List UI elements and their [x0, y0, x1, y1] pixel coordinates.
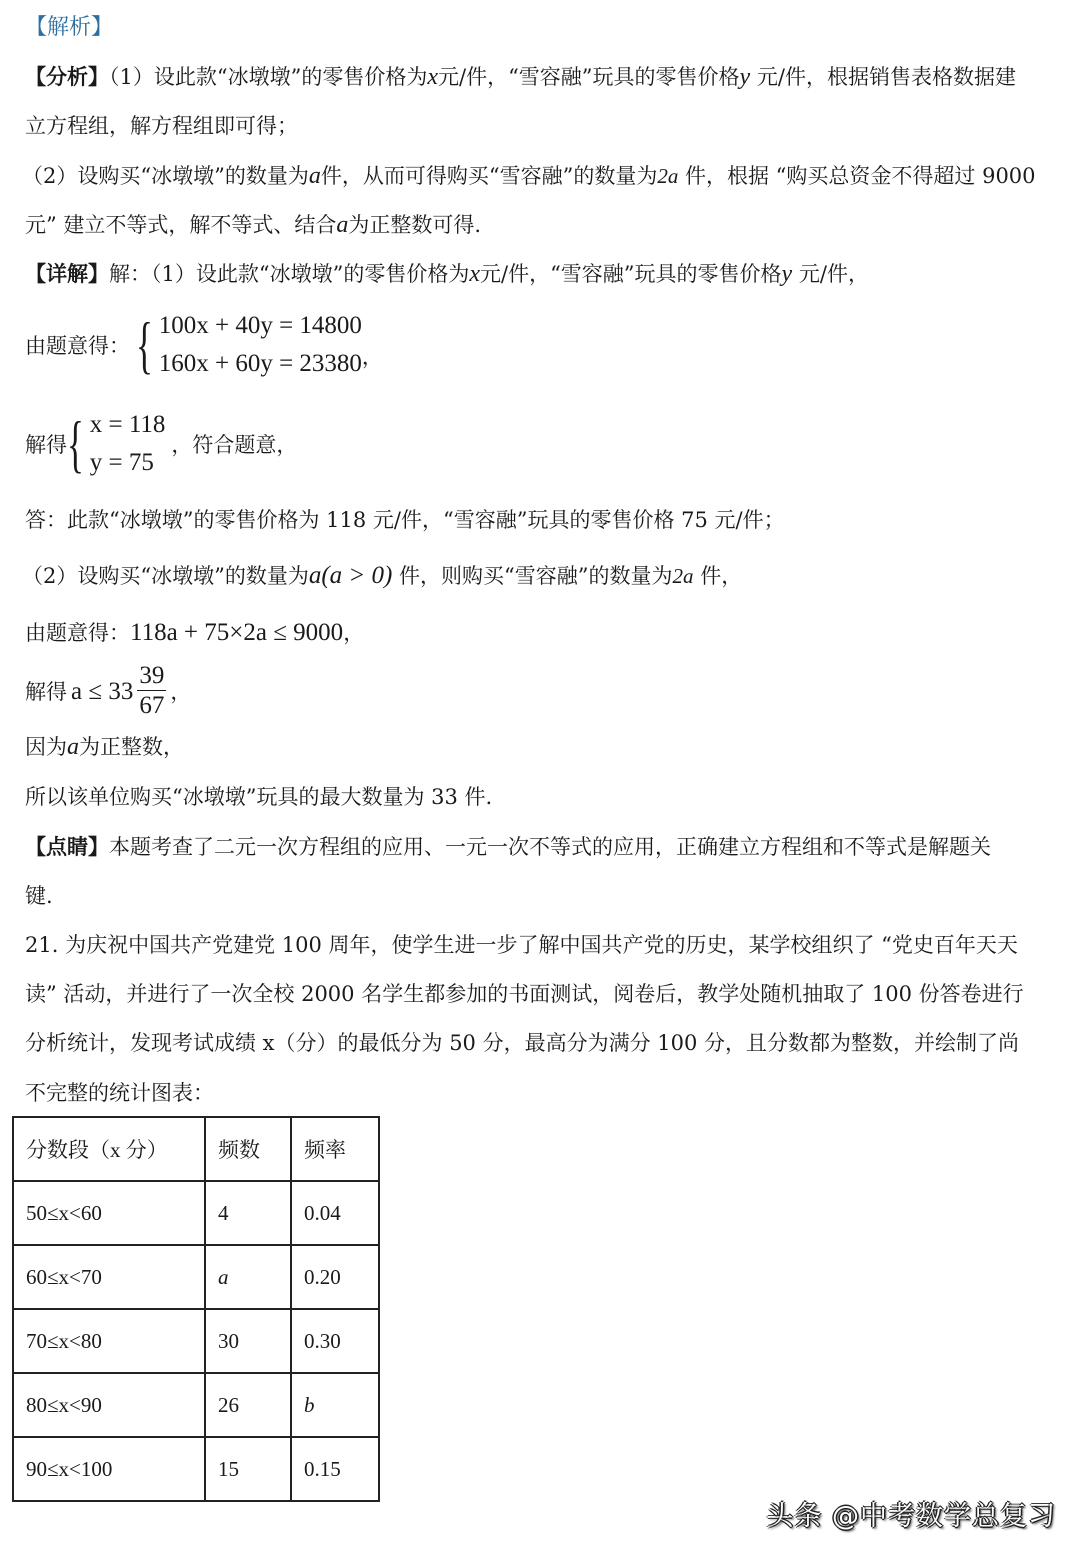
math-var: a	[67, 734, 79, 760]
math-var: a	[336, 212, 349, 238]
analysis-line-1	[25, 62, 1016, 92]
solution-system	[25, 406, 297, 482]
comment-line-2: 键.	[25, 884, 53, 908]
cell: 70≤x<80	[13, 1309, 205, 1373]
header-cell: 频数	[205, 1117, 291, 1181]
fraction-denominator: 67	[139, 692, 165, 719]
comment-line-1	[25, 832, 991, 862]
cell: 26	[205, 1373, 291, 1437]
math-expression: 118a + 75×2a ≤ 9000	[130, 619, 344, 646]
math-var: 2a	[672, 564, 694, 588]
equation: 160x + 60y = 23380	[158, 350, 362, 377]
cell: b	[291, 1373, 379, 1437]
text: 由题意得：	[25, 621, 130, 645]
cell: 30	[205, 1309, 291, 1373]
cell: 80≤x<90	[13, 1373, 205, 1437]
math-var: x	[427, 64, 438, 90]
equation: 100x + 40y = 14800	[158, 312, 362, 339]
text: 解：（1）设此款“冰墩墩”的零售价格为	[109, 262, 470, 286]
answer-line: 答：此款“冰墩墩”的零售价格为 118 元/件，“雪容融”玩具的零售价格 75 元/件；	[25, 508, 785, 532]
table-row	[13, 1437, 379, 1501]
math-var: 2a	[657, 164, 679, 188]
watermark: 头条 @中考数学总复习	[766, 1501, 1056, 1532]
cell: 4	[205, 1181, 291, 1245]
table-header-row	[13, 1117, 379, 1181]
cell: 15	[205, 1437, 291, 1501]
text: 元/件，根据销售表格数据建	[750, 65, 1016, 89]
text: 由题意得：	[25, 334, 130, 358]
text: 件，则购买“雪容融”的数量为	[392, 564, 673, 588]
comment-label: 【点睛】	[25, 834, 109, 859]
math-var: a	[308, 163, 321, 189]
cell: 50≤x<60	[13, 1181, 205, 1245]
text: （1）设此款“冰墩墩”的零售价格为	[109, 65, 428, 89]
text: 为正整数可得.	[348, 213, 482, 237]
equations	[159, 307, 362, 383]
equation: x = 118	[89, 411, 166, 438]
fraction-numerator: 39	[139, 662, 165, 689]
math-var: y	[781, 261, 793, 287]
text: ，	[170, 679, 192, 704]
brace: {	[67, 408, 84, 479]
math-expression: a ≤ 33	[71, 677, 134, 705]
cell: 60≤x<70	[13, 1245, 205, 1309]
text: ，符合题意，	[171, 433, 298, 457]
math-var: y	[739, 64, 751, 90]
text: 本题考查了二元一次方程组的应用、一元一次不等式的应用，正确建立方程组和不等式是解题关	[109, 835, 991, 859]
text: ，	[361, 345, 383, 369]
text: 元/件，“雪容融”玩具的零售价格	[480, 262, 782, 286]
text: 解得	[25, 433, 67, 457]
question-line-3: 分析统计，发现考试成绩 x（分）的最低分为 50 分，最高分为满分 100 分，且分数都为整数，并绘制了尚	[25, 1031, 1020, 1055]
text: 元/件，“雪容融”玩具的零售价格	[438, 65, 740, 89]
conclusion-line: 所以该单位购买“冰墩墩”玩具的最大数量为 33 件.	[25, 785, 493, 809]
section-header: 【解析】	[25, 15, 114, 40]
inequality-line	[25, 618, 364, 648]
header-cell: 分数段（x 分）	[13, 1117, 205, 1181]
table-row	[13, 1245, 379, 1309]
cell: 0.15	[291, 1437, 379, 1501]
text: 元” 建立不等式，解不等式、结合	[25, 213, 337, 237]
analysis-line-3	[22, 161, 1036, 191]
text: 件，根据 “购买总资金不得超过 9000	[678, 164, 1036, 188]
brace: {	[136, 309, 153, 380]
detail-label: 【详解】	[25, 261, 109, 286]
text: 元/件，	[792, 262, 869, 286]
cell: 0.20	[291, 1245, 379, 1309]
question-line-4: 不完整的统计图表：	[25, 1081, 214, 1105]
equation-system	[25, 307, 383, 383]
solve-line	[25, 662, 191, 721]
math-var: x	[469, 261, 480, 287]
analysis-line-4	[25, 210, 481, 240]
analysis-label: 【分析】	[25, 64, 109, 89]
text: 件，从而可得购买“雪容融”的数量为	[320, 164, 658, 188]
solutions	[90, 406, 166, 482]
table-row	[13, 1373, 379, 1437]
because-line	[25, 732, 184, 762]
header-cell: 频率	[291, 1117, 379, 1181]
math-expression: a(a > 0)	[308, 562, 393, 589]
text: 件，	[693, 564, 743, 588]
equation: y = 75	[89, 449, 154, 476]
text: （2）设购买“冰墩墩”的数量为	[22, 164, 309, 188]
question-line-2: 读” 活动，并进行了一次全校 2000 名学生都参加的书面测试，阅卷后，教学处随机抽取了 100 份答卷进行	[25, 982, 1024, 1006]
table-row	[13, 1181, 379, 1245]
cell: a	[205, 1245, 291, 1309]
text: （2）设购买“冰墩墩”的数量为	[22, 564, 309, 588]
cell: 0.30	[291, 1309, 379, 1373]
analysis-line-2: 立方程组，解方程组即可得；	[25, 114, 298, 138]
score-distribution-table	[12, 1116, 380, 1502]
fraction	[137, 662, 166, 721]
text: 因为	[25, 735, 67, 759]
part2-line	[22, 561, 742, 591]
text: 解得	[25, 679, 67, 704]
detail-line-1	[25, 259, 869, 289]
cell: 90≤x<100	[13, 1437, 205, 1501]
text: ，	[343, 621, 365, 645]
table-row	[13, 1309, 379, 1373]
question-line-1: 21. 为庆祝中国共产党建党 100 周年，使学生进一步了解中国共产党的历史，某学校组织了 “党史百年天天	[25, 933, 1018, 957]
cell: 0.04	[291, 1181, 379, 1245]
text: 为正整数，	[79, 735, 184, 759]
